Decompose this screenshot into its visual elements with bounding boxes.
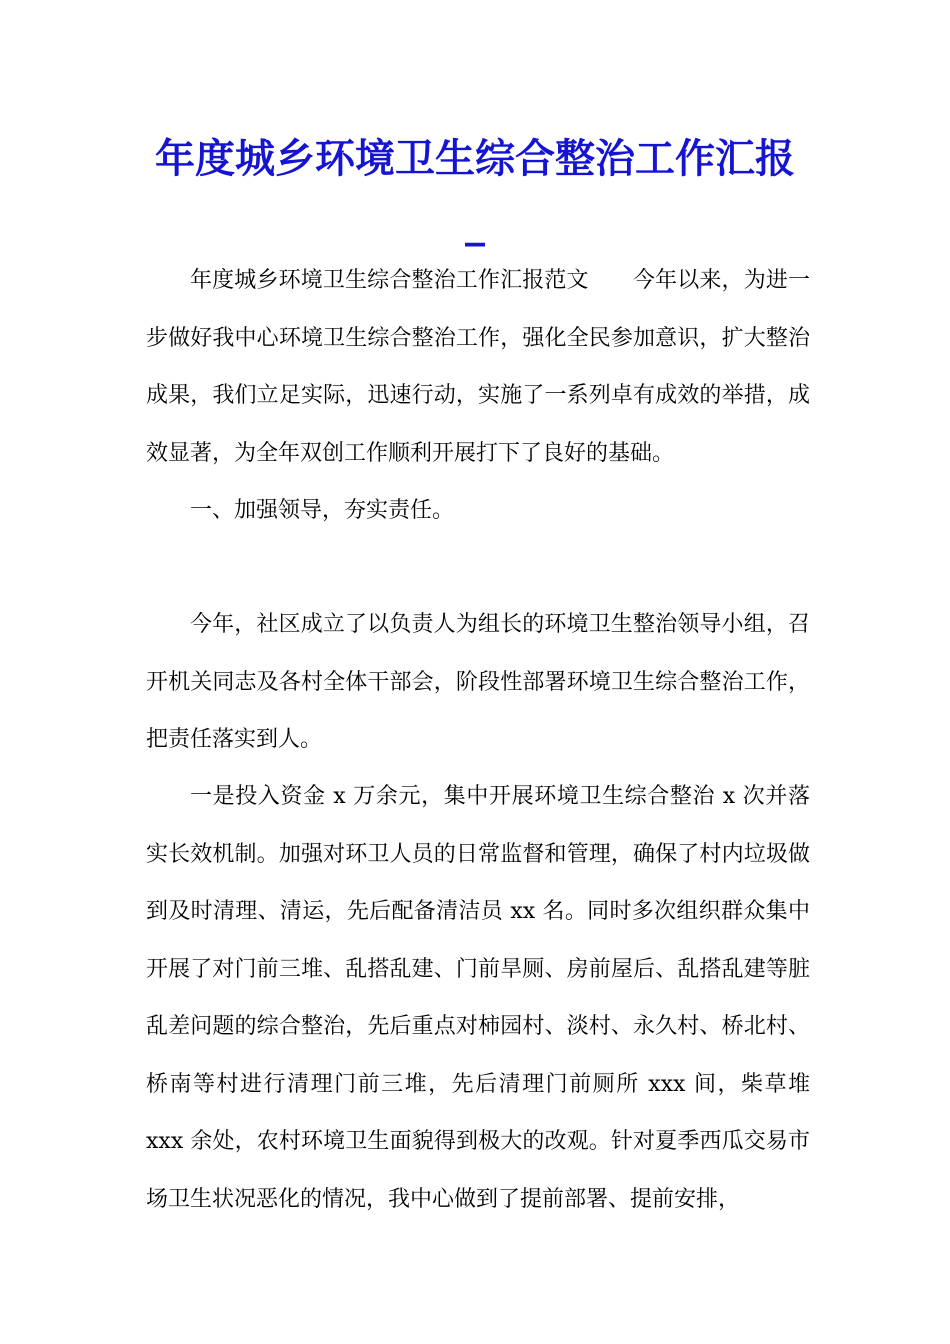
paragraph-investment: 一是投入资金 x 万余元，集中开展环境卫生综合整治 x 次并落实长效机制。加强对环卫人员的日常监督和管理，确保了村内垃圾做到及时清理、清运，先后配备清洁员 xx 名。同时多次组织群众集中开展了对门前三堆、乱搭乱建、门前旱厕、房前屋后、乱搭乱建等脏乱差问题的综合整治，先后重点对柿园村、淡村、永久村、桥北村、桥南等村进行清理门前三堆，先后清理门前厕所 xxx 间，柴草堆 xxx 余处，农村环境卫生面貌得到极大的改观。针对夏季西瓜交易市场卫生状况恶化的情况，我中心做到了提前部署、提前安排， bbox=[146, 784, 810, 1212]
paragraph-leadership: 今年，社区成立了以负责人为组长的环境卫生整治领导小组，召开机关同志及各村全体干部会，阶段性部署环境卫生综合整治工作，把责任落实到人。 bbox=[146, 612, 810, 752]
section-heading-1: 一、加强领导，夯实责任。 bbox=[190, 498, 455, 523]
paragraph-intro: 年度城乡环境卫生综合整治工作汇报范文 今年以来，为进一步做好我中心环境卫生综合整治工作，强化全民参加意识，扩大整治成果，我们立足实际，迅速行动，实施了一系列卓有成效的举措，成效显著，为全年双创工作顺利开展打下了良好的基础。 bbox=[146, 268, 810, 466]
document-title: 年度城乡环境卫生综合整治工作汇报_ bbox=[155, 135, 795, 247]
